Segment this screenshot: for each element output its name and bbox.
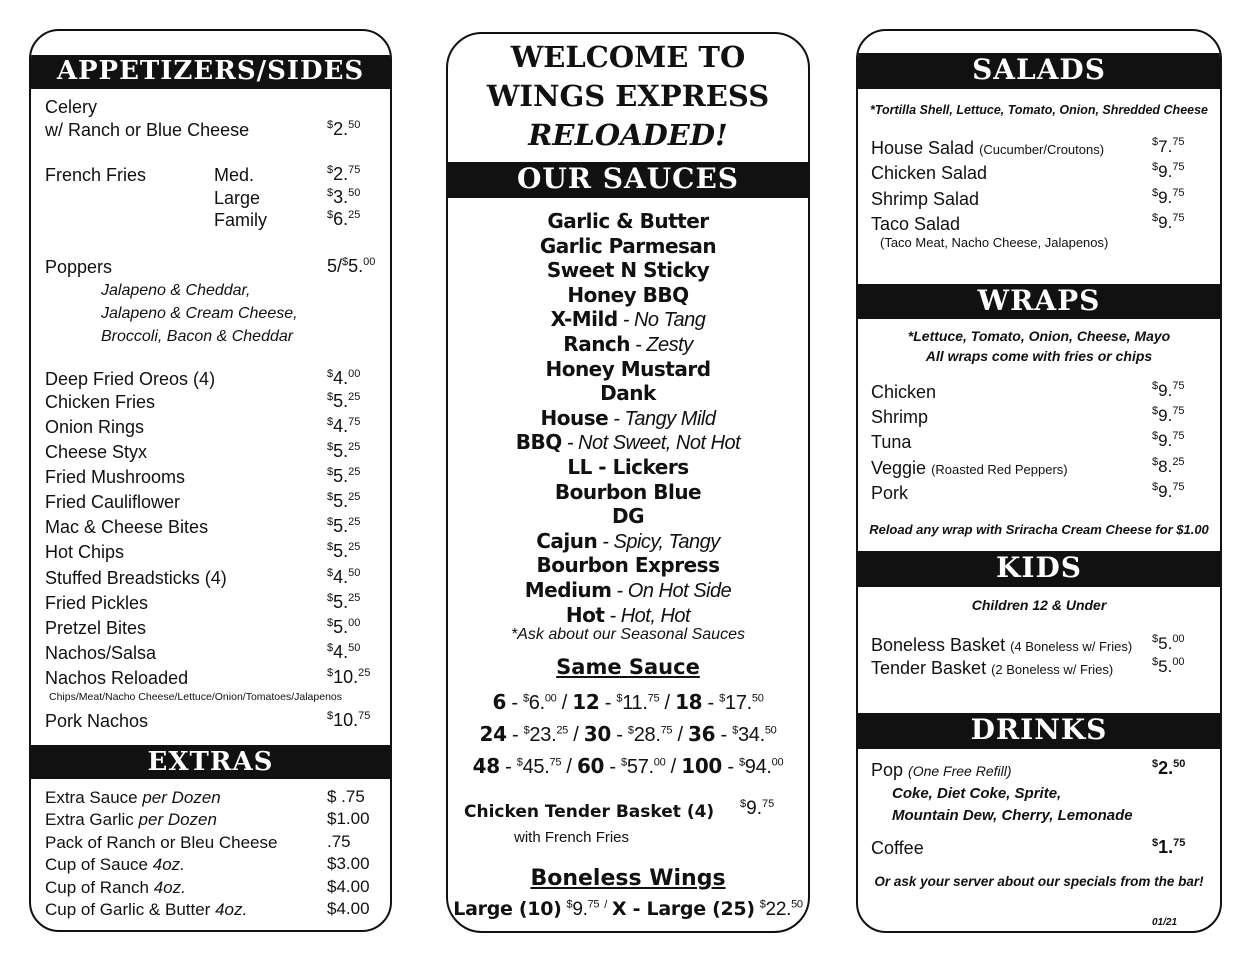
pop-flavors-2: Mountain Dew, Cherry, Lemonade [892,807,1133,824]
item-price: $5.00 [1152,633,1185,653]
pop-price: $2.50 [1152,758,1186,778]
item-price: $5.25 [327,541,361,561]
wrap-item: Tuna [871,432,912,452]
extra-item-name: Cup of Ranch 4oz. [45,878,186,897]
extra-item-name: Extra Garlic per Dozen [45,810,217,829]
sauce-item: DG [611,504,645,529]
sauce-item: House - Tangy Mild [540,405,716,430]
sauce-item: Bourbon Express [536,553,720,578]
right-panel [856,29,1222,933]
extra-item-name: Cup of Garlic & Butter 4oz. [45,900,248,919]
boneless-large-price: $9.75 [566,898,600,920]
boneless-xlarge-label: X - Large (25) [611,898,755,920]
item-price: $10.25 [327,667,371,687]
sauces-panel [446,32,810,933]
boneless-wings-title: Boneless Wings [530,866,726,891]
item-price: $5.25 [327,592,361,612]
taco-salad-note: (Taco Meat, Nacho Cheese, Jalapenos) [880,235,1109,250]
fries-size-large: Large [214,188,261,208]
sauces-header: OUR SAUCES [448,162,808,198]
wrap-item: Chicken [871,382,937,402]
sauce-item: Medium - On Hot Side [524,577,732,602]
wraps-note-1: *Lettuce, Tomato, Onion, Cheese, Mayo [907,328,1171,344]
item-price: $5.25 [327,491,361,511]
same-sauce-prices [448,690,808,786]
tender-basket-name: Chicken Tender Basket (4) [464,802,715,822]
appetizer-item-name: Deep Fried Oreos (4) [45,369,216,389]
item-price: $9.75 [1152,212,1185,232]
celery-sub: w/ Ranch or Blue Cheese [45,120,250,140]
item-price: $5.25 [327,466,361,486]
sauce-item: Bourbon Blue [554,479,702,504]
extras-header: EXTRAS [31,745,390,779]
appetizer-item-name: Pretzel Bites [45,618,147,638]
wrap-item: Pork [871,483,909,503]
poppers-flavor: Broccoli, Bacon & Cheddar [101,328,294,345]
appetizer-item-name: Fried Mushrooms [45,467,186,487]
item-price: $4.00 [327,368,361,388]
fries-price-med: $2.75 [327,164,361,184]
pork-nachos-price: $10.75 [327,710,371,730]
extra-item-price: $4.00 [327,877,370,896]
fries-size-family: Family [214,210,267,230]
poppers-name: Poppers [45,257,113,277]
appetizer-item-name: Nachos/Salsa [45,643,157,663]
item-price: $7.75 [1152,136,1185,156]
item-price: $5.25 [327,391,361,411]
boneless-prices: Large (10) $9.75 / X - Large (25) $22.50 [453,898,803,920]
sauce-item: Hot - Hot, Hot [565,602,691,627]
kids-item: Boneless Basket (4 Boneless w/ Fries) [871,635,1133,655]
item-price: $5.00 [327,617,361,637]
celery-price: $2.50 [327,119,361,139]
same-sauce-line: 6 - $6.00 / 12 - $11.75 / 18 - $17.50 [492,690,764,714]
tender-basket-sub: with French Fries [514,829,630,846]
sauce-item: Dank [600,381,656,406]
appetizer-item-name: Fried Pickles [45,593,149,613]
sauce-item: Garlic Parmesan [539,233,717,258]
appetizer-item-name: Onion Rings [45,417,145,437]
appetizers-panel [29,29,392,932]
extra-item-name: Extra Sauce per Dozen [45,788,221,807]
appetizer-item-name: Cheese Styx [45,442,148,462]
item-price: $4.75 [327,416,361,436]
sauce-item: X-Mild - No Tang [550,307,706,332]
tender-basket-price: $9.75 [740,798,775,819]
sauce-item: LL - Lickers [567,454,689,479]
french-fries-name: French Fries [45,165,147,185]
item-price: $9.75 [1152,430,1185,450]
extra-item-price: $3.00 [327,854,370,873]
salad-item: Shrimp Salad [871,189,980,209]
salad-item: Taco Salad [871,214,961,234]
appetizer-item-name: Fried Cauliflower [45,492,181,512]
welcome-line-2: WINGS EXPRESS [486,79,770,113]
sauce-item: Ranch - Zesty [563,331,693,356]
appetizer-item-name: Hot Chips [45,542,125,562]
appetizer-item-name: Mac & Cheese Bites [45,517,209,537]
sauce-item: BBQ - Not Sweet, Not Hot [515,430,741,455]
item-price: $9.75 [1152,380,1185,400]
item-price: $8.25 [1152,456,1185,476]
item-price: $9.75 [1152,481,1185,501]
sauce-item: Honey BBQ [567,282,689,307]
welcome-line-1: WELCOME TO [510,40,746,74]
extra-item-name: Cup of Sauce 4oz. [45,855,185,874]
same-sauce-line: 24 - $23.25 / 30 - $28.75 / 36 - $34.50 [479,722,777,746]
coffee-price: $1.75 [1152,837,1186,857]
boneless-xlarge-price: $22.50 [759,898,803,920]
item-price: $5.00 [1152,656,1185,676]
same-sauce-title: Same Sauce [556,655,700,679]
wrap-item: Veggie (Roasted Red Peppers) [871,458,1068,478]
pork-nachos-name: Pork Nachos [45,711,149,731]
extra-item-price: $ .75 [327,787,365,806]
wrap-item: Shrimp [871,407,929,427]
menu-date: 01/21 [1152,917,1178,928]
kids-header: KIDS [858,551,1220,587]
appetizer-item-name: Nachos Reloaded [45,668,189,688]
seasonal-note: *Ask about our Seasonal Sauces [511,626,745,643]
item-price: $9.75 [1152,161,1185,181]
wraps-note-2: All wraps come with fries or chips [925,348,1153,364]
reload-note: Reload any wrap with Sriracha Cream Cheese for $1.00 [869,522,1209,537]
item-price: $5.25 [327,441,361,461]
sauce-item: Honey Mustard [545,356,711,381]
drinks-header: DRINKS [858,713,1220,749]
appetizer-item-name: Stuffed Breadsticks (4) [45,568,227,588]
welcome-line-3: RELOADED! [528,118,728,152]
salad-item: Chicken Salad [871,163,988,183]
poppers-flavor: Jalapeno & Cheddar, [101,282,251,299]
item-price: $4.50 [327,642,361,662]
item-price: $9.75 [1152,187,1185,207]
fries-price-large: $3.50 [327,187,361,207]
poppers-flavor: Jalapeno & Cream Cheese, [101,305,298,322]
appetizers-header: APPETIZERS/SIDES [31,55,390,89]
same-sauce-line: 48 - $45.75 / 60 - $57.00 / 100 - $94.00 [472,754,784,778]
wraps-header: WRAPS [858,284,1220,319]
salads-note: *Tortilla Shell, Lettuce, Tomato, Onion, Shredded Cheese [869,103,1208,117]
fries-price-family: $6.25 [327,209,361,229]
bar-specials-note: Or ask your server about our specials from the bar! [874,874,1204,889]
sauce-item: Garlic & Butter [547,209,709,233]
extra-item-price: $1.00 [327,809,370,828]
sauce-list [448,210,808,628]
extra-item-price: .75 [327,832,351,851]
kids-item: Tender Basket (2 Boneless w/ Fries) [871,658,1114,678]
poppers-price: 5/$5.00 [327,256,376,276]
coffee-name: Coffee [871,838,924,858]
sauce-item: Sweet N Sticky [546,258,710,283]
appetizer-item-name: Chicken Fries [45,392,156,412]
item-price: $4.50 [327,567,361,587]
extra-item-name: Pack of Ranch or Bleu Cheese [45,833,278,852]
fries-size-med: Med. [214,165,255,185]
sauce-item: Cajun - Spicy, Tangy [536,528,720,553]
kids-note: Children 12 & Under [971,597,1107,613]
salads-header: SALADS [858,53,1220,89]
item-price: $5.25 [327,516,361,536]
item-price: $9.75 [1152,405,1185,425]
pop-name: Pop (One Free Refill) [871,760,1012,780]
salad-item: House Salad (Cucumber/Croutons) [871,138,1105,158]
boneless-large-label: Large (10) [453,898,562,920]
extra-item-price: $4.00 [327,899,370,918]
pop-flavors-1: Coke, Diet Coke, Sprite, [892,785,1062,802]
nachos-reloaded-note: Chips/Meat/Nacho Cheese/Lettuce/Onion/Tomatoes/Jalapenos [49,691,343,703]
celery-name: Celery [45,97,98,117]
